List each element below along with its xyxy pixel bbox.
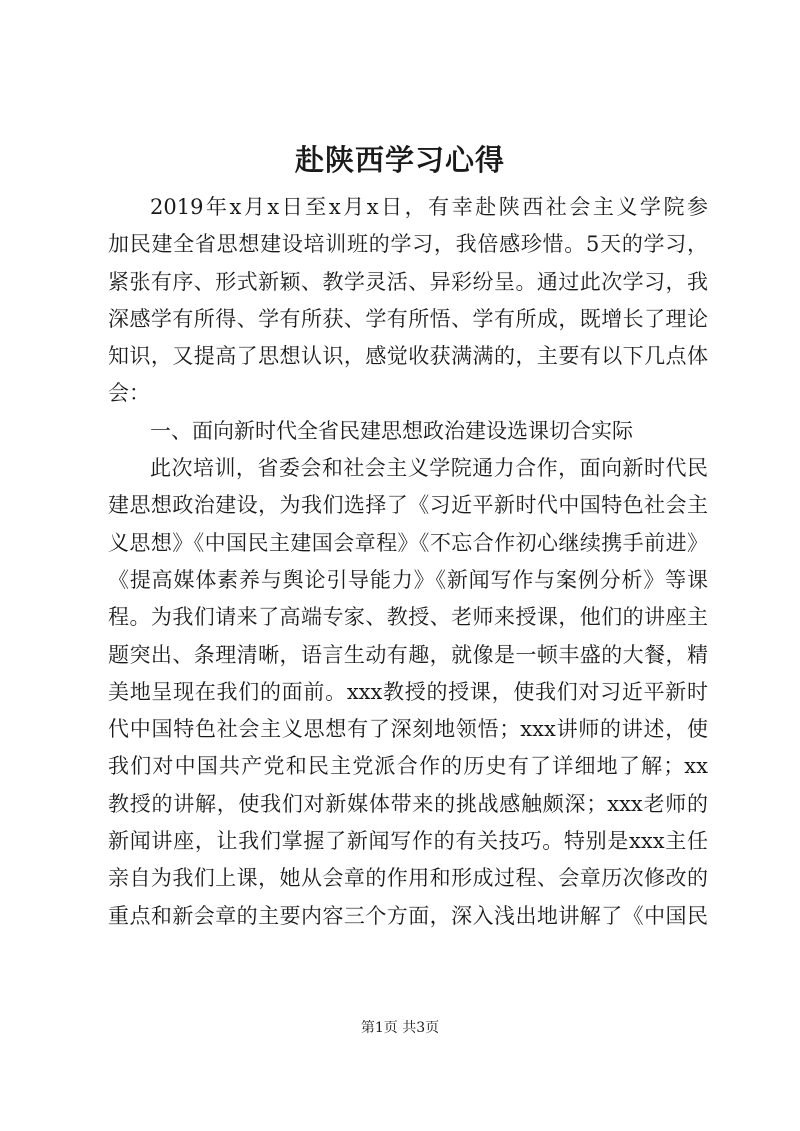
body-line: 紧张有序、形式新颖、教学灵活、异彩纷呈。通过此次学习，我 — [108, 269, 708, 294]
document-body — [108, 189, 708, 935]
body-line: 我们对中国共产党和民主党派合作的历史有了详细地了解；xx — [108, 754, 708, 779]
body-line: 重点和新会章的主要内容三个方面，深入浅出地讲解了《中国民 — [108, 903, 708, 928]
body-line: 义思想》《中国民主建国会章程》《不忘合作初心继续携手前进》 — [108, 530, 708, 555]
document-title: 赴陕西学习心得 — [294, 143, 505, 177]
body-line: 代中国特色社会主义思想有了深刻地领悟；xxx讲师的讲述，使 — [108, 717, 708, 742]
body-line: 《提高媒体素养与舆论引导能力》《新闻写作与案例分析》等课 — [108, 567, 708, 592]
body-line: 此次培训，省委会和社会主义学院通力合作，面向新时代民 — [150, 456, 708, 481]
body-line: 亲自为我们上课，她从会章的作用和形成过程、会章历次修改的 — [108, 866, 708, 891]
body-line: 题突出、条理清晰，语言生动有趣，就像是一顿丰盛的大餐，精 — [108, 642, 708, 667]
body-line: 知识，又提高了思想认识，感觉收获满满的，主要有以下几点体 — [108, 344, 708, 369]
body-line: 深感学有所得、学有所获、学有所悟、学有所成，既增长了理论 — [108, 306, 708, 331]
body-line: 新闻讲座，让我们掌握了新闻写作的有关技巧。特别是xxx主任 — [108, 829, 708, 854]
body-line: 美地呈现在我们的面前。xxx教授的授课，使我们对习近平新时 — [108, 679, 708, 704]
section-heading: 一、面向新时代全省民建思想政治建设选课切合实际 — [150, 418, 633, 443]
body-line: 教授的讲解，使我们对新媒体带来的挑战感触颇深；xxx老师的 — [108, 791, 708, 816]
body-line: 建思想政治建设，为我们选择了《习近平新时代中国特色社会主 — [108, 493, 708, 518]
body-line: 会： — [108, 381, 150, 406]
body-line: 加民建全省思想建设培训班的学习，我倍感珍惜。5天的学习， — [108, 232, 708, 257]
page-footer: 第1页 共3页 — [360, 1020, 440, 1036]
body-line: 2019年x月x日至x月x日，有幸赴陕西社会主义学院参 — [150, 195, 708, 219]
body-line: 程。为我们请来了高端专家、教授、老师来授课，他们的讲座主 — [108, 605, 708, 630]
